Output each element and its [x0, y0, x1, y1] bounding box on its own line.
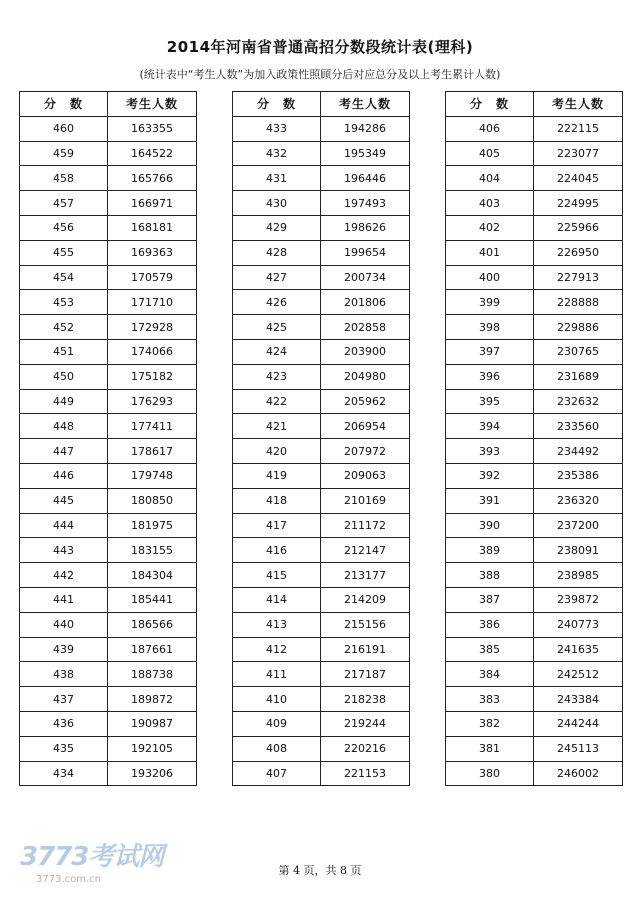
table-row: [446, 265, 623, 290]
score-cell: 424: [233, 339, 321, 364]
score-cell: 449: [20, 389, 108, 414]
count-cell: 217187: [321, 662, 410, 687]
table-row: [20, 315, 197, 340]
count-cell: 199654: [321, 240, 410, 265]
count-cell: 165766: [108, 166, 197, 191]
table-row: [20, 290, 197, 315]
score-cell: 426: [233, 290, 321, 315]
count-cell: 210169: [321, 488, 410, 513]
score-cell: 436: [20, 711, 108, 736]
count-cell: 194286: [321, 116, 410, 141]
count-cell: 186566: [108, 612, 197, 637]
score-cell: 441: [20, 587, 108, 612]
table-row: [233, 315, 410, 340]
score-cell: 397: [446, 339, 534, 364]
score-cell: 445: [20, 488, 108, 513]
score-cell: 386: [446, 612, 534, 637]
score-cell: 388: [446, 563, 534, 588]
table-row: [446, 463, 623, 488]
count-cell: 203900: [321, 339, 410, 364]
table-row: [233, 215, 410, 240]
score-cell: 460: [20, 116, 108, 141]
score-cell: 398: [446, 315, 534, 340]
count-cell: 209063: [321, 463, 410, 488]
table-row: [233, 339, 410, 364]
score-cell: 412: [233, 637, 321, 662]
score-cell: 434: [20, 761, 108, 786]
table-row: [233, 761, 410, 786]
score-cell: 417: [233, 513, 321, 538]
count-cell: 201806: [321, 290, 410, 315]
table-row: [233, 513, 410, 538]
count-cell: 205962: [321, 389, 410, 414]
table-row: [20, 141, 197, 166]
watermark-logo: 3773考试网: [20, 842, 164, 872]
count-cell: 176293: [108, 389, 197, 414]
score-cell: 453: [20, 290, 108, 315]
table-row: [446, 612, 623, 637]
score-cell: 458: [20, 166, 108, 191]
table-row: [20, 513, 197, 538]
count-cell: 233560: [534, 414, 623, 439]
table-row: [446, 637, 623, 662]
count-cell: 193206: [108, 761, 197, 786]
count-cell: 179748: [108, 463, 197, 488]
score-cell: 402: [446, 215, 534, 240]
count-cell: 180850: [108, 488, 197, 513]
score-cell: 430: [233, 191, 321, 216]
count-cell: 166971: [108, 191, 197, 216]
score-cell: 446: [20, 463, 108, 488]
count-cell: 236320: [534, 488, 623, 513]
score-cell: 410: [233, 687, 321, 712]
table-row: [20, 637, 197, 662]
count-cell: 219244: [321, 711, 410, 736]
table-row: [446, 364, 623, 389]
score-cell: 407: [233, 761, 321, 786]
table-row: [233, 463, 410, 488]
score-cell: 404: [446, 166, 534, 191]
table-row: [20, 488, 197, 513]
table-row: [233, 116, 410, 141]
count-cell: 245113: [534, 736, 623, 761]
count-cell: 175182: [108, 364, 197, 389]
count-cell: 224995: [534, 191, 623, 216]
table-row: [233, 612, 410, 637]
score-cell: 454: [20, 265, 108, 290]
score-cell: 419: [233, 463, 321, 488]
count-cell: 228888: [534, 290, 623, 315]
count-cell: 231689: [534, 364, 623, 389]
score-cell: 420: [233, 439, 321, 464]
count-cell: 211172: [321, 513, 410, 538]
score-cell: 383: [446, 687, 534, 712]
count-cell: 235386: [534, 463, 623, 488]
score-cell: 456: [20, 215, 108, 240]
count-cell: 216191: [321, 637, 410, 662]
table-row: [446, 513, 623, 538]
count-cell: 240773: [534, 612, 623, 637]
count-cell: 223077: [534, 141, 623, 166]
table-row: [446, 116, 623, 141]
score-cell: 413: [233, 612, 321, 637]
score-cell: 408: [233, 736, 321, 761]
score-cell: 385: [446, 637, 534, 662]
count-cell: 229886: [534, 315, 623, 340]
table-row: [233, 290, 410, 315]
score-cell: 400: [446, 265, 534, 290]
table-row: [446, 290, 623, 315]
table-row: [446, 339, 623, 364]
table-row: [20, 563, 197, 588]
table-row: [233, 687, 410, 712]
count-cell: 171710: [108, 290, 197, 315]
count-cell: 190987: [108, 711, 197, 736]
table-row: [446, 563, 623, 588]
table-row: [20, 191, 197, 216]
table-row: [20, 587, 197, 612]
count-cell: 169363: [108, 240, 197, 265]
count-cell: 238985: [534, 563, 623, 588]
table-row: [446, 711, 623, 736]
score-cell: 452: [20, 315, 108, 340]
table-row: [233, 488, 410, 513]
table-row: [20, 389, 197, 414]
score-cell: 444: [20, 513, 108, 538]
table-row: [446, 240, 623, 265]
table-row: [233, 439, 410, 464]
table-row: [446, 488, 623, 513]
count-cell: 246002: [534, 761, 623, 786]
table-row: [233, 240, 410, 265]
score-cell: 422: [233, 389, 321, 414]
score-cell: 411: [233, 662, 321, 687]
score-cell: 382: [446, 711, 534, 736]
score-cell: 381: [446, 736, 534, 761]
table-row: [20, 711, 197, 736]
count-cell: 192105: [108, 736, 197, 761]
score-cell: 396: [446, 364, 534, 389]
score-cell: 399: [446, 290, 534, 315]
count-cell: 221153: [321, 761, 410, 786]
score-cell: 418: [233, 488, 321, 513]
score-cell: 439: [20, 637, 108, 662]
table-row: [20, 463, 197, 488]
score-cell: 435: [20, 736, 108, 761]
table-row: [233, 587, 410, 612]
count-cell: 204980: [321, 364, 410, 389]
count-cell: 238091: [534, 538, 623, 563]
score-cell: 421: [233, 414, 321, 439]
count-cell: 170579: [108, 265, 197, 290]
score-cell: 416: [233, 538, 321, 563]
count-cell: 212147: [321, 538, 410, 563]
table-row: [20, 439, 197, 464]
score-cell: 437: [20, 687, 108, 712]
score-cell: 433: [233, 116, 321, 141]
count-cell: 174066: [108, 339, 197, 364]
count-cell: 227913: [534, 265, 623, 290]
score-cell: 459: [20, 141, 108, 166]
count-header: 考生人数: [108, 92, 197, 117]
score-table-2: [232, 91, 410, 786]
score-cell: 393: [446, 439, 534, 464]
table-row: [233, 563, 410, 588]
table-row: [446, 141, 623, 166]
table-row: [446, 215, 623, 240]
count-cell: 177411: [108, 414, 197, 439]
table-row: [233, 637, 410, 662]
table-row: [233, 141, 410, 166]
count-cell: 237200: [534, 513, 623, 538]
table-row: [20, 240, 197, 265]
count-cell: 234492: [534, 439, 623, 464]
table-row: [233, 736, 410, 761]
table-row: [233, 711, 410, 736]
score-cell: 425: [233, 315, 321, 340]
table-row: [233, 538, 410, 563]
table-row: [446, 414, 623, 439]
count-cell: 239872: [534, 587, 623, 612]
table-row: [233, 191, 410, 216]
count-cell: 220216: [321, 736, 410, 761]
count-cell: 198626: [321, 215, 410, 240]
table-row: [446, 761, 623, 786]
count-cell: 207972: [321, 439, 410, 464]
score-cell: 414: [233, 587, 321, 612]
count-cell: 197493: [321, 191, 410, 216]
page-subtitle: (统计表中“考生人数”为加入政策性照顾分后对应总分及以上考生累计人数): [139, 68, 501, 81]
table-row: [446, 389, 623, 414]
score-cell: 448: [20, 414, 108, 439]
count-cell: 181975: [108, 513, 197, 538]
table-row: [20, 612, 197, 637]
count-cell: 196446: [321, 166, 410, 191]
count-cell: 213177: [321, 563, 410, 588]
score-cell: 451: [20, 339, 108, 364]
score-cell: 389: [446, 538, 534, 563]
count-cell: 214209: [321, 587, 410, 612]
table-row: [20, 364, 197, 389]
count-cell: 163355: [108, 116, 197, 141]
count-cell: 184304: [108, 563, 197, 588]
count-cell: 222115: [534, 116, 623, 141]
score-cell: 432: [233, 141, 321, 166]
score-table-3: [445, 91, 623, 786]
score-cell: 409: [233, 711, 321, 736]
table-row: [233, 364, 410, 389]
table-row: [233, 662, 410, 687]
score-cell: 450: [20, 364, 108, 389]
table-row: [20, 166, 197, 191]
score-cell: 403: [446, 191, 534, 216]
count-cell: 241635: [534, 637, 623, 662]
table-row: [20, 662, 197, 687]
table-row: [233, 414, 410, 439]
score-cell: 394: [446, 414, 534, 439]
score-cell: 457: [20, 191, 108, 216]
count-cell: 178617: [108, 439, 197, 464]
score-cell: 438: [20, 662, 108, 687]
score-cell: 429: [233, 215, 321, 240]
table-row: [233, 265, 410, 290]
score-cell: 401: [446, 240, 534, 265]
table-row: [20, 215, 197, 240]
count-cell: 168181: [108, 215, 197, 240]
page-title: 2014年河南省普通高招分数段统计表(理科): [166, 38, 474, 56]
score-cell: 455: [20, 240, 108, 265]
score-cell: 387: [446, 587, 534, 612]
count-cell: 195349: [321, 141, 410, 166]
table-row: [20, 761, 197, 786]
count-cell: 183155: [108, 538, 197, 563]
count-cell: 206954: [321, 414, 410, 439]
count-cell: 164522: [108, 141, 197, 166]
table-row: [20, 687, 197, 712]
score-cell: 391: [446, 488, 534, 513]
table-row: [233, 389, 410, 414]
score-cell: 395: [446, 389, 534, 414]
score-cell: 447: [20, 439, 108, 464]
table-row: [446, 736, 623, 761]
score-table-1: [19, 91, 197, 786]
count-header: 考生人数: [534, 92, 623, 117]
count-cell: 200734: [321, 265, 410, 290]
watermark-url: 3773.com.cn: [36, 874, 101, 885]
count-cell: 172928: [108, 315, 197, 340]
score-cell: 380: [446, 761, 534, 786]
score-cell: 415: [233, 563, 321, 588]
table-row: [446, 538, 623, 563]
count-cell: 188738: [108, 662, 197, 687]
page-footer: 第 4 页，共 8 页: [278, 864, 362, 877]
score-cell: 406: [446, 116, 534, 141]
table-row: [20, 538, 197, 563]
score-header: 分 数: [233, 92, 321, 117]
score-cell: 423: [233, 364, 321, 389]
score-cell: 442: [20, 563, 108, 588]
count-cell: 232632: [534, 389, 623, 414]
score-cell: 392: [446, 463, 534, 488]
table-row: [20, 265, 197, 290]
score-cell: 443: [20, 538, 108, 563]
table-row: [446, 166, 623, 191]
table-row: [20, 736, 197, 761]
score-cell: 384: [446, 662, 534, 687]
table-row: [446, 315, 623, 340]
count-cell: 230765: [534, 339, 623, 364]
score-cell: 440: [20, 612, 108, 637]
score-header: 分 数: [446, 92, 534, 117]
table-row: [446, 439, 623, 464]
count-cell: 218238: [321, 687, 410, 712]
table-row: [446, 687, 623, 712]
count-cell: 185441: [108, 587, 197, 612]
score-cell: 390: [446, 513, 534, 538]
table-row: [446, 587, 623, 612]
table-row: [446, 191, 623, 216]
count-header: 考生人数: [321, 92, 410, 117]
count-cell: 202858: [321, 315, 410, 340]
count-cell: 226950: [534, 240, 623, 265]
count-cell: 225966: [534, 215, 623, 240]
count-cell: 189872: [108, 687, 197, 712]
count-cell: 242512: [534, 662, 623, 687]
count-cell: 215156: [321, 612, 410, 637]
table-row: [20, 339, 197, 364]
score-header: 分 数: [20, 92, 108, 117]
count-cell: 244244: [534, 711, 623, 736]
score-cell: 405: [446, 141, 534, 166]
score-cell: 428: [233, 240, 321, 265]
count-cell: 224045: [534, 166, 623, 191]
table-row: [233, 166, 410, 191]
count-cell: 187661: [108, 637, 197, 662]
table-row: [20, 116, 197, 141]
count-cell: 243384: [534, 687, 623, 712]
score-cell: 427: [233, 265, 321, 290]
score-cell: 431: [233, 166, 321, 191]
table-row: [20, 414, 197, 439]
table-row: [446, 662, 623, 687]
